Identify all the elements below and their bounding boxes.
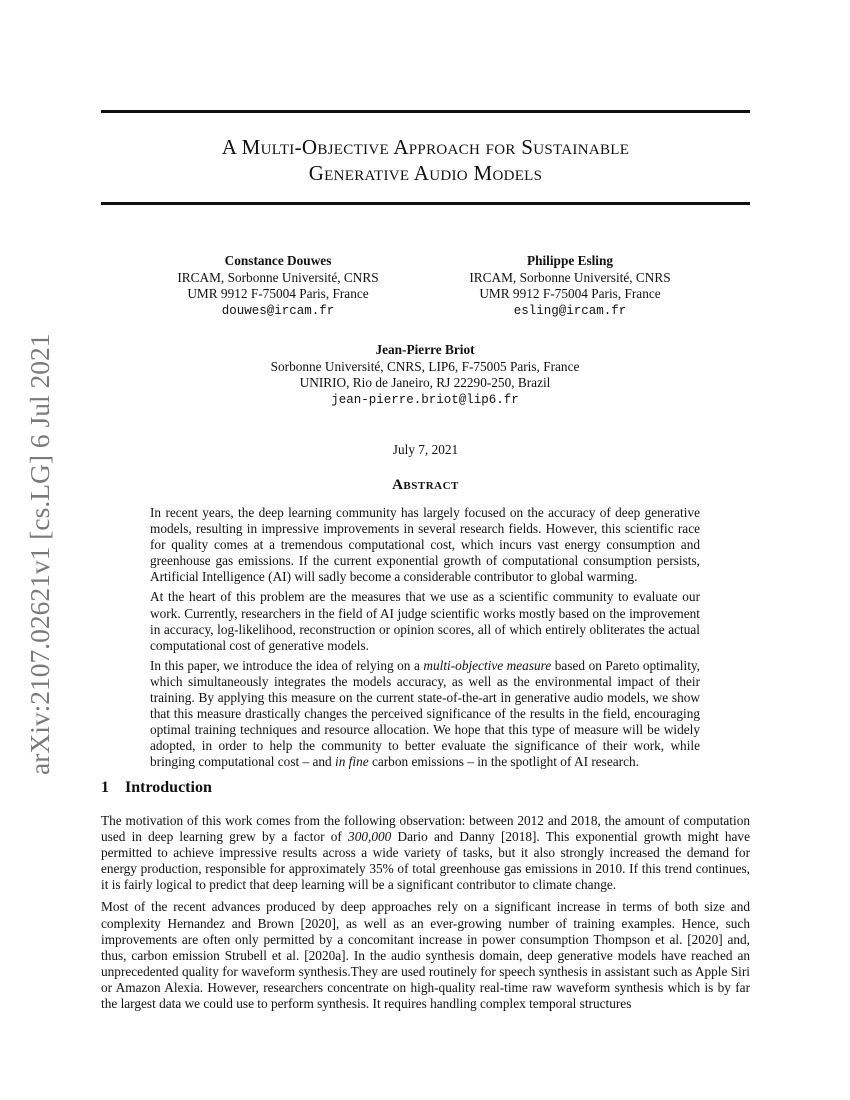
author-affiliation: UMR 9912 F-75004 Paris, France [479, 286, 661, 301]
title-line-2: Generative Audio Models [308, 161, 543, 185]
paper-title [101, 134, 750, 186]
emphasis-text: in fine [335, 754, 369, 770]
author-email[interactable]: jean-pierre.briot@lip6.fr [331, 392, 519, 407]
arxiv-identifier: arXiv:2107.02621v1 [cs.LG] 6 Jul 2021 [24, 333, 55, 775]
author-email[interactable]: douwes@ircam.fr [221, 303, 335, 318]
author-affiliation: UMR 9912 F-75004 Paris, France [187, 286, 369, 301]
section-body [101, 813, 750, 1018]
emphasis-text: 300,000 [348, 829, 392, 845]
author-affiliation: IRCAM, Sorbonne Université, CNRS [177, 269, 379, 285]
emphasis-text: multi-objective measure [423, 657, 552, 673]
abstract-body [150, 505, 700, 775]
section-title: Introduction [125, 779, 212, 796]
author-affiliation: Sorbonne Université, CNRS, LIP6, F-75005 Paris, France [270, 358, 580, 374]
body-paragraph: Most of the recent advances produced by deep approaches rely on a significant increase in terms of both size and complexity Hernandez and Brown [2020], as well as an ever-growing number of training examples. Hence, such improvements are often only permitted by a concomitant increase in power consumption Thompson et al. [2020] and, thus, carbon emission Strubell et al. [2020a]. In the audio synthesis domain, deep generative models have reached an unprecedented quality for waveform synthesis.They are used routinely for speech synthesis in assistant such as Apple Siri or Amazon Alexia. However, researchers concentrate on high-quality real-time raw waveform synthesis which is by far the largest data we could use to perform synthesis. It requires handling complex temporal structures [101, 899, 750, 1012]
author-email[interactable]: esling@ircam.fr [513, 303, 627, 318]
section-heading [101, 779, 212, 797]
author-block [150, 253, 406, 319]
abstract-paragraph: In this paper, we introduce the idea of relying on a multi-objective measure based on Pareto optimality, which simultaneously integrates the models accuracy, as well as the environmental impact of their training. By applying this measure on the current state-of-the-art in generative audio models, we show that this measure drastically changes the perceived significance of the results in the field, encouraging optimal training techniques and resource allocation. We hope that this type of measure will be widely adopted, in order to help the community to better evaluate the significance of their work, while bringing computational cost – and in fine carbon emissions – in the spotlight of AI research. [150, 657, 700, 770]
title-line-1: A Multi-Objective Approach for Sustainable [221, 135, 630, 159]
publication-date: July 7, 2021 [392, 442, 459, 457]
author-block [200, 342, 650, 408]
title-rule-bottom [101, 202, 750, 205]
section-number: 1 [101, 779, 109, 796]
abstract-paragraph: At the heart of this problem are the measures that we use as a scientific community to evaluate our work. Currently, researchers in the field of AI judge scientific works mostly based on the improvement in accuracy, log-likelihood, reconstruction or opinion scores, all of which entirely obliterates the actual computational cost of generative models. [150, 589, 700, 653]
title-rule-top [101, 110, 750, 113]
body-paragraph: The motivation of this work comes from the following observation: between 2012 and 2018, the amount of computation used in deep learning grew by a factor of 300,000 Dario and Danny [2018]. This exponential growth might have permitted to achieve impressive results across a wide variety of tasks, but it also strongly increased the demand for energy production, responsible for approximately 35% of total greenhouse gas emissions in 2010. If this trend continues, it is fairly logical to predict that deep learning will be a significant contributor to climate change. [101, 813, 750, 893]
author-name: Jean-Pierre Briot [375, 342, 475, 357]
author-affiliation: UNIRIO, Rio de Janeiro, RJ 22290-250, Brazil [299, 375, 551, 390]
author-block [442, 253, 698, 319]
author-name: Philippe Esling [526, 253, 614, 268]
abstract-paragraph: In recent years, the deep learning community has largely focused on the accuracy of deep generative models, resulting in impressive improvements in several research fields. However, this scientific race for quality comes at a tremendous computational cost, which incurs vast energy consumption and greenhouse gas emissions. If the current exponential growth of computational consumption persists, Artificial Intelligence (AI) will sadly become a considerable contributor to global warming. [150, 505, 700, 585]
author-name: Constance Douwes [224, 253, 332, 268]
author-affiliation: IRCAM, Sorbonne Université, CNRS [469, 269, 671, 285]
abstract-heading: Abstract [392, 477, 459, 493]
